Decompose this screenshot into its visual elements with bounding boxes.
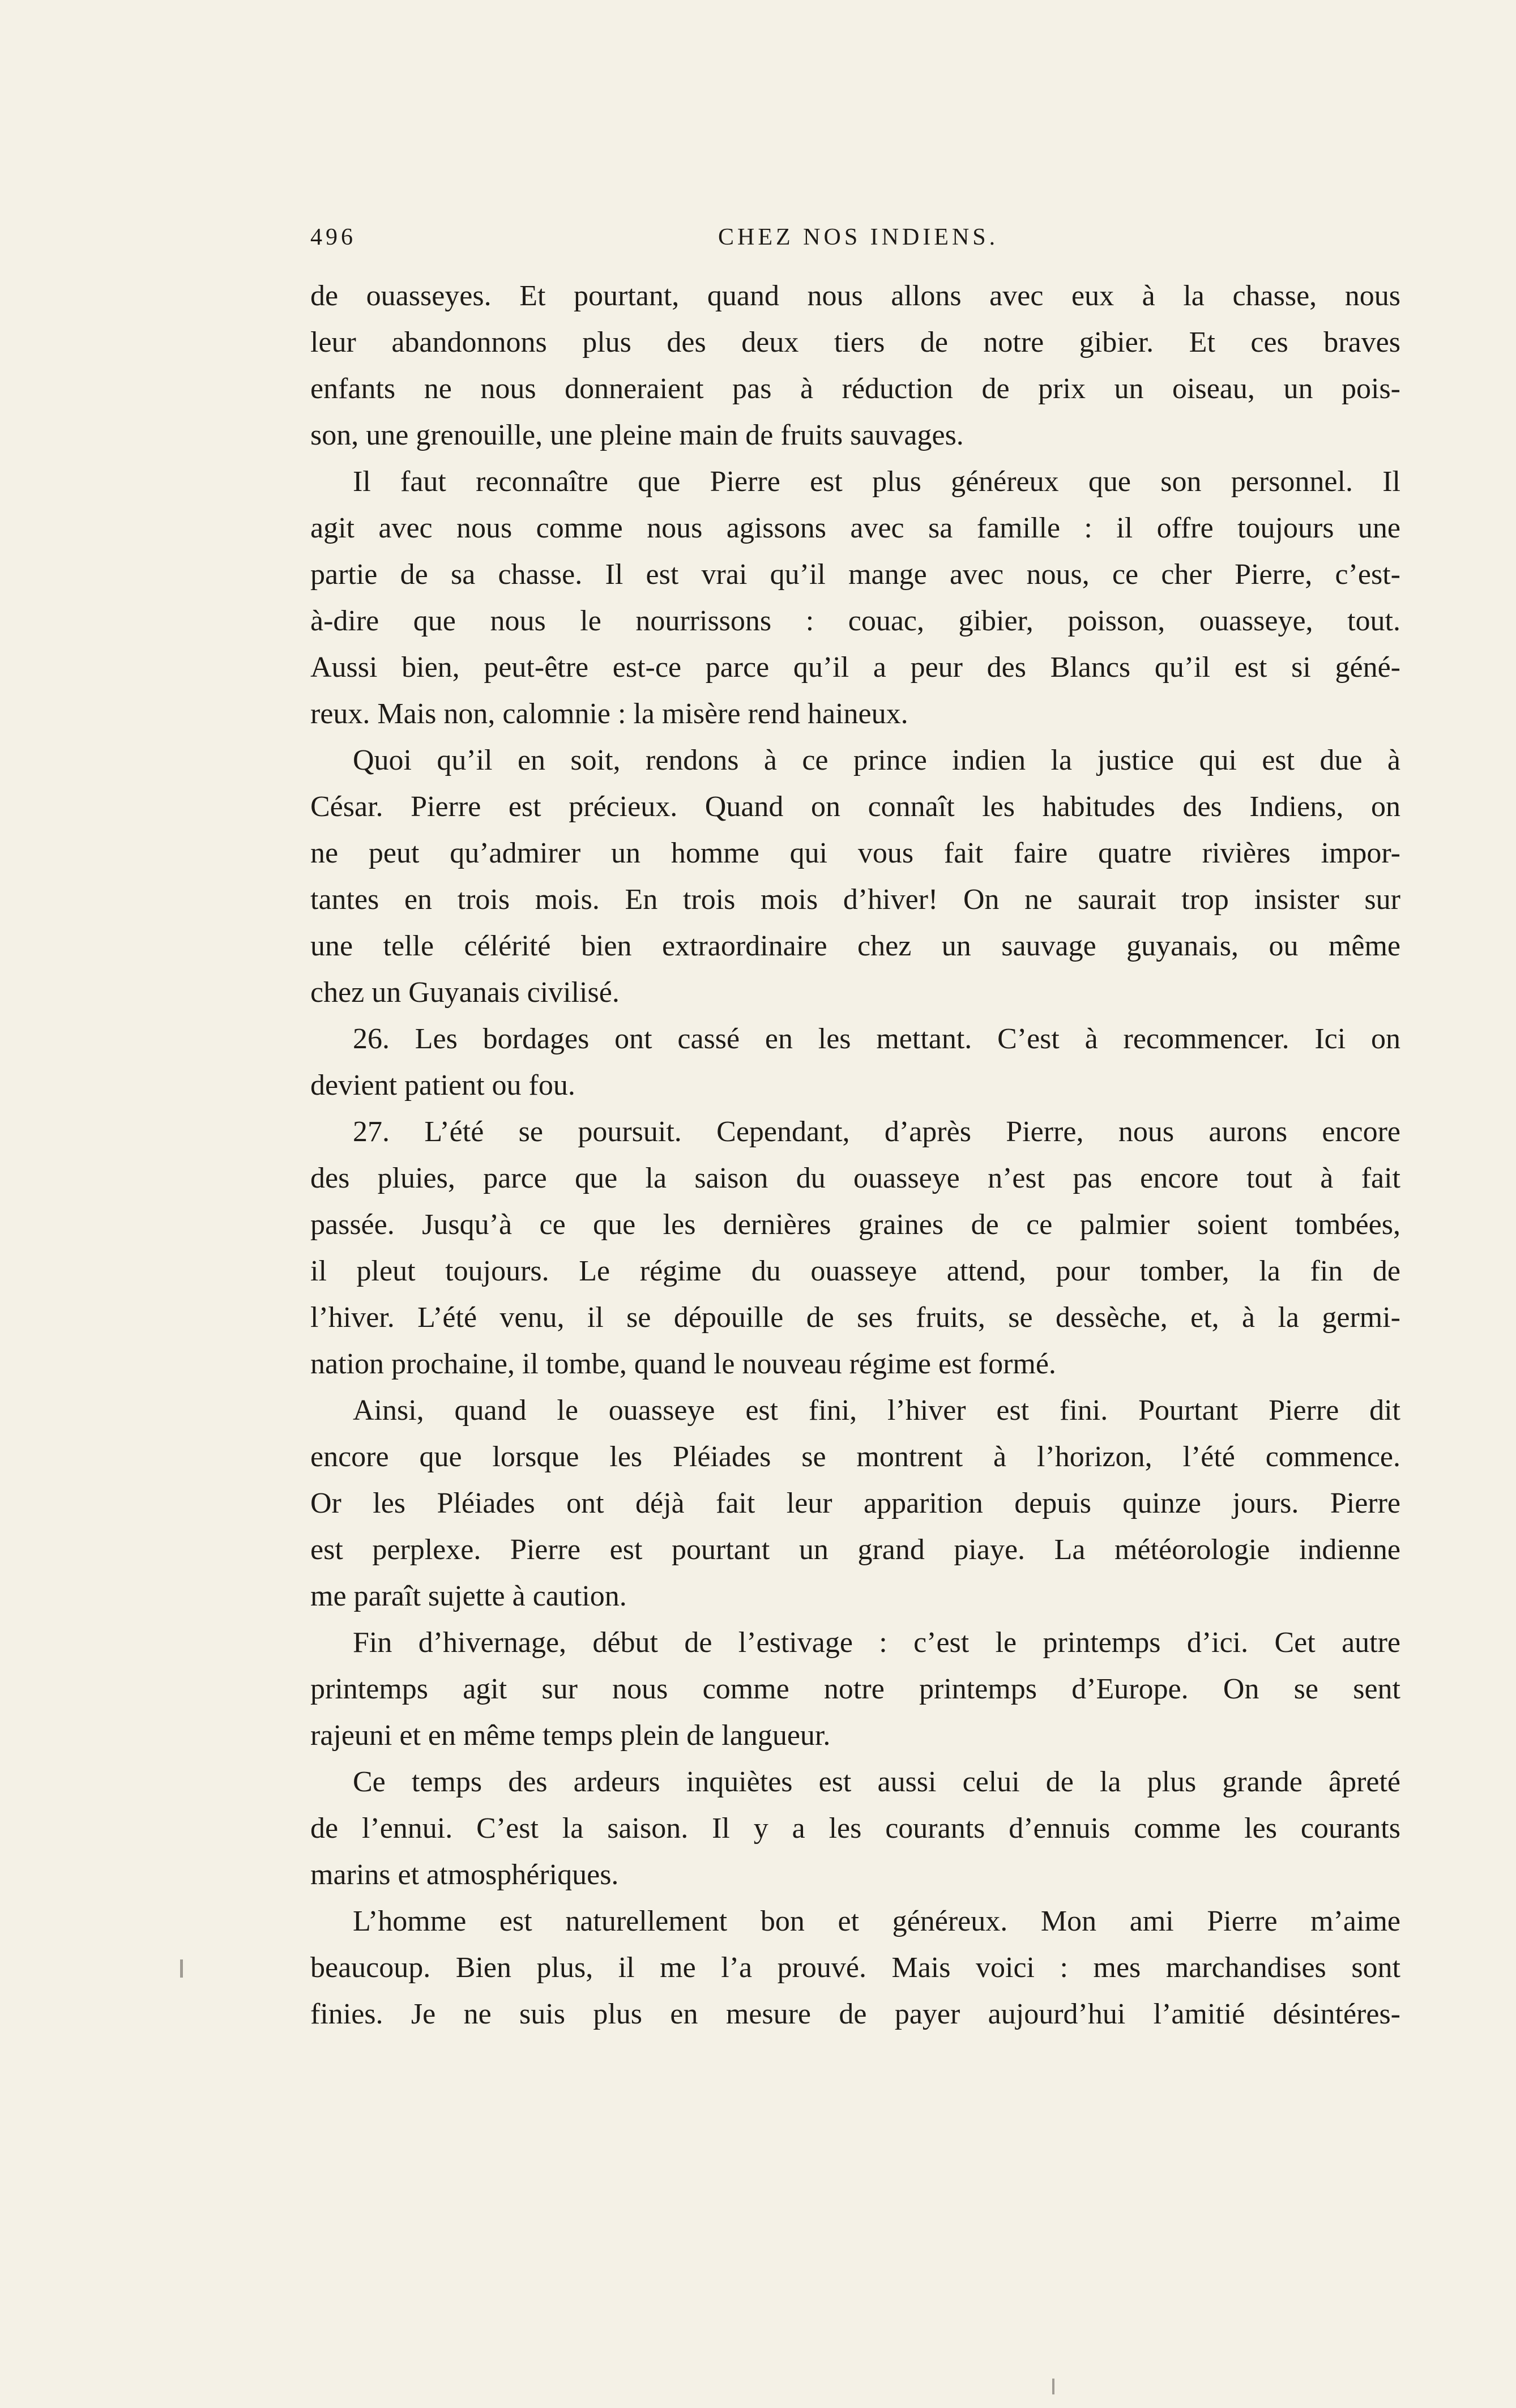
text-line: César. Pierre est précieux. Quand on connaît les habitudes des Indiens, on <box>310 791 1400 823</box>
paragraph <box>310 737 1400 1016</box>
text-line: Il faut reconnaître que Pierre est plus généreux que son personnel. Il <box>353 466 1400 498</box>
text-line: Aussi bien, peut-être est-ce parce qu’il a peur des Blancs qu’il est si géné- <box>310 651 1400 684</box>
text-line: 26. Les bordages ont cassé en les mettant. C’est à recommencer. Ici on <box>353 1023 1400 1055</box>
text-line: une telle célérité bien extraordinaire chez un sauvage guyanais, ou même <box>310 930 1400 962</box>
running-title: CHEZ NOS INDIENS. <box>718 224 999 250</box>
text-line: il pleut toujours. Le régime du ouasseye attend, pour tomber, la fin de <box>310 1255 1400 1287</box>
text-line: partie de sa chasse. Il est vrai qu’il mange avec nous, ce cher Pierre, c’est- <box>310 558 1400 591</box>
text-line: reux. Mais non, calomnie : la misère rend haineux. <box>310 698 908 730</box>
text-line: à-dire que nous le nourrissons : couac, gibier, poisson, ouasseye, tout. <box>310 605 1400 637</box>
text-line: devient patient ou fou. <box>310 1069 575 1101</box>
body-text <box>310 273 1400 2038</box>
paragraph <box>310 1387 1400 1620</box>
text-line: des pluies, parce que la saison du ouasseye n’est pas encore tout à fait <box>310 1162 1400 1194</box>
text-line: enfants ne nous donneraient pas à réduction de prix un oiseau, un pois- <box>310 373 1400 405</box>
paragraph <box>310 1898 1400 2038</box>
text-line: encore que lorsque les Pléiades se montrent à l’horizon, l’été commence. <box>310 1441 1400 1473</box>
margin-mark <box>1052 2379 1054 2394</box>
text-line: de ouasseyes. Et pourtant, quand nous allons avec eux à la chasse, nous <box>310 280 1400 312</box>
text-line: L’homme est naturellement bon et généreux. Mon ami Pierre m’aime <box>353 1905 1400 1937</box>
text-line: passée. Jusqu’à ce que les dernières graines de ce palmier soient tombées, <box>310 1209 1400 1241</box>
text-line: Or les Pléiades ont déjà fait leur apparition depuis quinze jours. Pierre <box>310 1487 1400 1519</box>
text-line: Quoi qu’il en soit, rendons à ce prince indien la justice qui est due à <box>353 744 1400 776</box>
text-line: beaucoup. Bien plus, il me l’a prouvé. Mais voici : mes marchandises sont <box>310 1952 1400 1984</box>
paragraph <box>310 273 1400 459</box>
text-line: leur abandonnons plus des deux tiers de notre gibier. Et ces braves <box>310 326 1400 358</box>
page-number: 496 <box>310 224 356 250</box>
text-line: rajeuni et en même temps plein de langueur. <box>310 1719 831 1752</box>
text-line: printemps agit sur nous comme notre printemps d’Europe. On se sent <box>310 1673 1400 1705</box>
margin-mark <box>180 1959 183 1978</box>
text-line: finies. Je ne suis plus en mesure de payer aujourd’hui l’amitié désintéres- <box>310 1998 1400 2030</box>
paragraph <box>310 459 1400 737</box>
paragraph <box>310 1016 1400 1109</box>
text-line: agit avec nous comme nous agissons avec sa famille : il offre toujours une <box>310 512 1400 544</box>
text-line: me paraît sujette à caution. <box>310 1580 627 1612</box>
text-line: Ce temps des ardeurs inquiètes est aussi celui de la plus grande âpreté <box>353 1766 1400 1798</box>
text-line: 27. L’été se poursuit. Cependant, d’après Pierre, nous aurons encore <box>353 1116 1400 1148</box>
text-line: son, une grenouille, une pleine main de fruits sauvages. <box>310 419 964 451</box>
text-line: Fin d’hivernage, début de l’estivage : c’est le printemps d’ici. Cet autre <box>353 1626 1400 1659</box>
text-line: marins et atmosphériques. <box>310 1859 619 1891</box>
text-line: Ainsi, quand le ouasseye est fini, l’hiver est fini. Pourtant Pierre dit <box>353 1394 1400 1427</box>
text-line: nation prochaine, il tombe, quand le nouveau régime est formé. <box>310 1348 1056 1380</box>
text-line: tantes en trois mois. En trois mois d’hiver! On ne saurait trop insister sur <box>310 883 1400 916</box>
text-line: l’hiver. L’été venu, il se dépouille de ses fruits, se dessèche, et, à la germi- <box>310 1301 1400 1334</box>
paragraph <box>310 1620 1400 1759</box>
text-line: de l’ennui. C’est la saison. Il y a les courants d’ennuis comme les courants <box>310 1812 1400 1845</box>
text-line: ne peut qu’admirer un homme qui vous fait faire quatre rivières impor- <box>310 837 1400 869</box>
paragraph <box>310 1109 1400 1387</box>
running-head <box>310 224 1398 258</box>
paragraph <box>310 1759 1400 1898</box>
text-line: chez un Guyanais civilisé. <box>310 976 620 1009</box>
text-line: est perplexe. Pierre est pourtant un grand piaye. La météorologie indienne <box>310 1534 1400 1566</box>
